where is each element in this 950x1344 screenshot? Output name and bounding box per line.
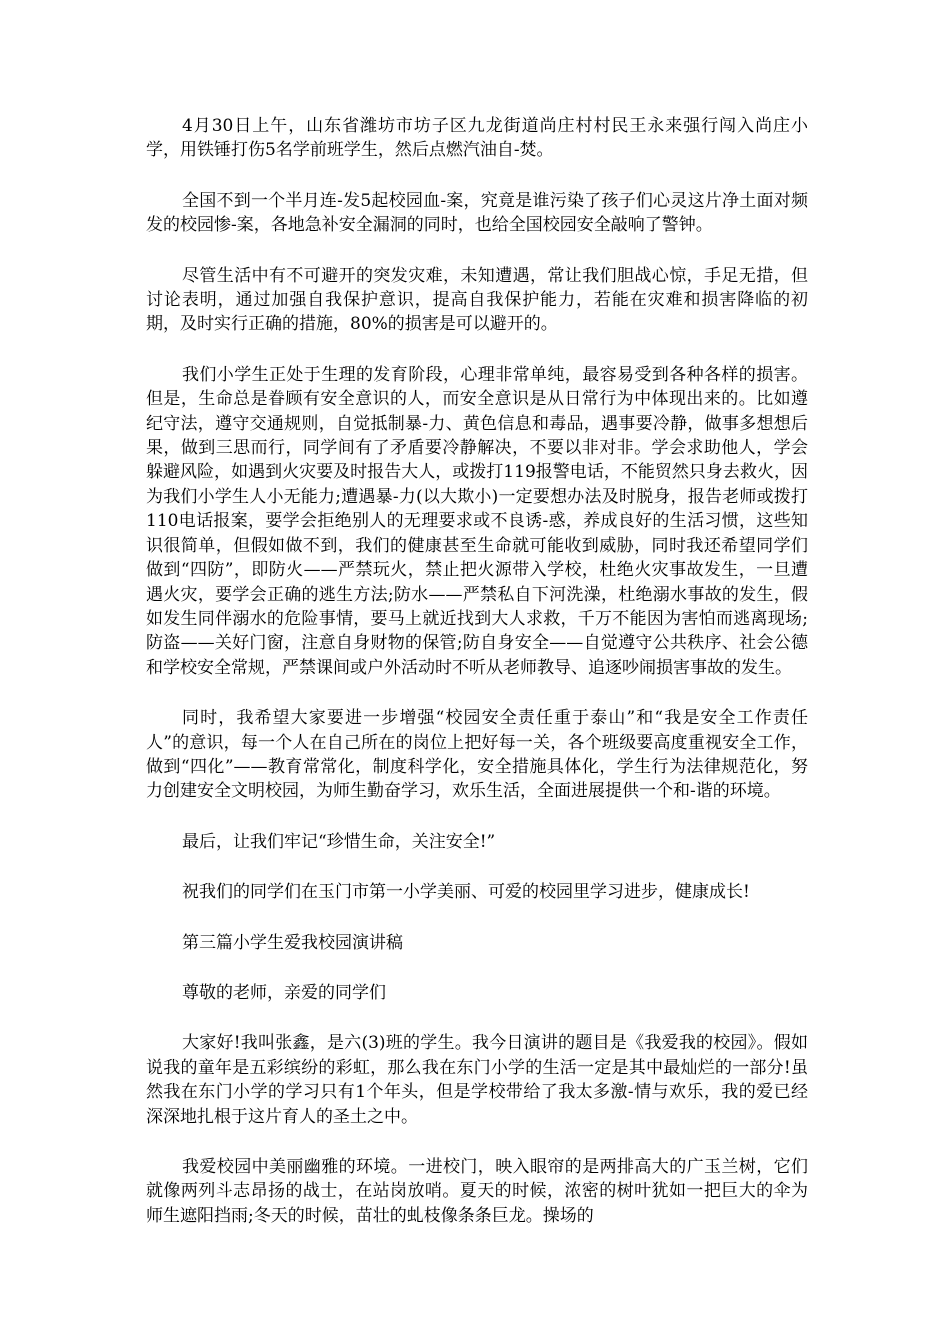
paragraph-school-cases: 全国不到一个半月连-发5起校园血-案，究竟是谁污染了孩子们心灵这片净土面对频发的校园惨-案，各地急补安全漏洞的同时，也给全国校园安全敲响了警钟。 — [146, 190, 808, 236]
paragraph-self-protection: 尽管生活中有不可避开的突发灾难，未知遭遇，常让我们胆战心惊，手足无措，但讨论表明，通过加强自我保护意识，提高自我保护能力，若能在灾难和损害降临的初期，及时实行正确的措施，80%的损害是可以避开的。 — [146, 265, 808, 335]
section-heading: 第三篇小学生爱我校园演讲稿 — [182, 932, 403, 953]
paragraph-closing-slogan: 最后，让我们牢记“珍惜生命，关注安全!” — [182, 831, 496, 852]
paragraph-wishes: 祝我们的同学们在玉门市第一小学美丽、可爱的校园里学习进步，健康成长! — [182, 882, 750, 903]
paragraph-campus-environment: 我爱校园中美丽幽雅的环境。一进校门，映入眼帘的是两排高大的广玉兰树，它们就像两列斗志昂扬的战士，在站岗放哨。夏天的时候，浓密的树叶犹如一把巨大的伞为师生遮阳挡雨;冬天的时候，苗壮的虬枝像条条巨龙。操场的 — [146, 1157, 808, 1226]
paragraph-incident: 4月30日上午，山东省潍坊市坊子区九龙街道尚庄村村民王永来强行闯入尚庄小学，用铁锤打伤5名学前班学生，然后点燃汽油自-焚。 — [146, 116, 808, 161]
paragraph-safety-awareness: 我们小学生正处于生理的发育阶段，心理非常单纯，最容易受到各种各样的损害。但是，生命总是眷顾有安全意识的人，而安全意识是从日常行为中体现出来的。比如遵纪守法，遵守交通规则，自觉抵制暴-力、黄色信息和毒品，遇事要冷静，做事多想想后果，做到三思而行，同学间有了矛盾要冷静解决，不要以非对非。学会求助他人，学会躲避风险，如遇到火灾要及时报告大人，或拨打119报警电话，不能贸然只身去救火，因为我们小学生人小无能力;遭遇暴-力(以大欺小)一定要想办法及时脱身，报告老师或拨打110电话报案，要学会拒绝别人的无理要求或不良诱-惑，养成良好的生活习惯，这些知识很简单，但假如做不到，我们的健康甚至生命就可能收到威胁，同时我还希望同学们做到“四防”，即防火——严禁玩火，禁止把火源带入学校，杜绝火灾事故发生，一旦遭遇火灾，要学会正确的逃生方法;防水——严禁私自下河洗澡，杜绝溺水事故的发生，假如发生同伴溺水的危险事情，要马上就近找到大人求救，千万不能因为害怕而逃离现场;防盗——关好门窗，注意自身财物的保管;防自身安全——自觉遵守公共秩序、社会公德和学校安全常规，严禁课间或户外活动时不听从老师教导、追逐吵闹损害事故的发生。 — [146, 364, 808, 678]
paragraph-introduction: 大家好!我叫张鑫，是六(3)班的学生。我今日演讲的题目是《我爱我的校园》。假如说我的童年是五彩缤纷的彩虹，那么我在东门小学的生活一定是其中最灿烂的一部分!虽然我在东门小学的学习只有1个年头，但是学校带给了我太多激-情与欢乐，我的爱已经深深地扎根于这片育人的圣土之中。 — [146, 1033, 808, 1127]
document-body — [146, 114, 808, 1254]
paragraph-responsibility: 同时，我希望大家要进一步增强“校园安全责任重于泰山”和“我是安全工作责任人”的意识，每一个人在自己所在的岗位上把好每一关，各个班级要高度重视安全工作，做到“四化”——教育常常化，制度科学化，安全措施具体化，学生行为法律规范化，努力创建安全文明校园，为师生勤奋学习，欢乐生活，全面进展提供一个和-谐的环境。 — [146, 708, 808, 802]
greeting: 尊敬的老师，亲爱的同学们 — [182, 982, 386, 1003]
